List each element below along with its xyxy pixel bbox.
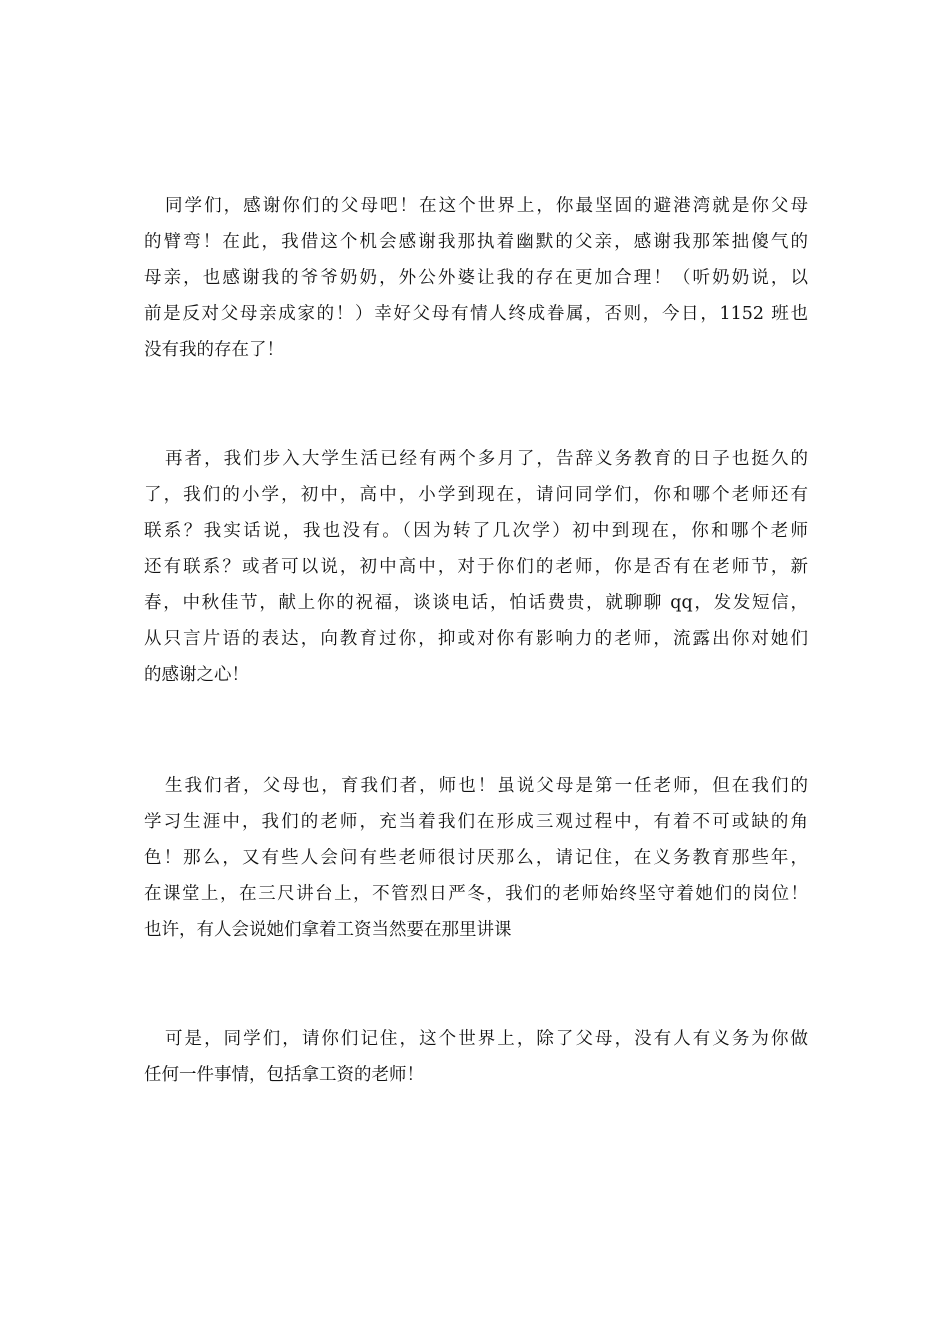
paragraph-line: 没有我的存在了！ [144,340,284,360]
paragraph-line: 从只言片语的表达，向教育过你，抑或对你有影响力的老师，流露出你对她们 [144,629,808,649]
paragraph-thank-parents [144,188,808,368]
paragraph-line: 同学们，感谢你们的父母吧！在这个世界上，你最坚固的避港湾就是你父母 [165,196,808,216]
paragraph-line: 也许，有人会说她们拿着工资当然要在那里讲课 [144,920,512,940]
paragraph-line: 色！那么，又有些人会问有些老师很讨厌那么，请记住，在义务教育那些年， [144,848,808,868]
paragraph-line: 还有联系？或者可以说，初中高中，对于你们的老师，你是否有在老师节，新 [144,557,808,577]
paragraph-line: 的臂弯！在此，我借这个机会感谢我那执着幽默的父亲，感谢我那笨拙傻气的 [144,232,808,252]
paragraph-conclusion [144,1021,808,1093]
paragraph-line: 春，中秋佳节，献上你的祝福，谈谈电话，怕话费贵，就聊聊 qq，发发短信， [144,593,808,613]
paragraph-line: 再者，我们步入大学生活已经有两个多月了，告辞义务教育的日子也挺久的 [165,449,808,469]
paragraph-line: 可是，同学们，请你们记住，这个世界上，除了父母，没有人有义务为你做 [165,1029,808,1049]
paragraph-line: 在课堂上，在三尺讲台上，不管烈日严冬，我们的老师始终坚守着她们的岗位！ [144,884,808,904]
paragraph-line: 任何一件事情，包括拿工资的老师！ [144,1065,424,1085]
paragraph-line: 的感谢之心！ [144,665,249,685]
paragraph-teacher-contact [144,441,808,693]
paragraph-teacher-role [144,768,808,948]
paragraph-line: 生我们者，父母也，育我们者，师也！虽说父母是第一任老师，但在我们的 [165,776,808,796]
paragraph-line: 联系？我实话说，我也没有。（因为转了几次学）初中到现在，你和哪个老师 [144,521,808,541]
paragraph-line: 了，我们的小学，初中，高中，小学到现在，请问同学们，你和哪个老师还有 [144,485,808,505]
paragraph-line: 学习生涯中，我们的老师，充当着我们在形成三观过程中，有着不可或缺的角 [144,812,808,832]
paragraph-line: 前是反对父母亲成家的！）幸好父母有情人终成眷属，否则，今日，1152 班也 [144,304,808,324]
paragraph-line: 母亲，也感谢我的爷爷奶奶，外公外婆让我的存在更加合理！（听奶奶说，以 [144,268,808,288]
